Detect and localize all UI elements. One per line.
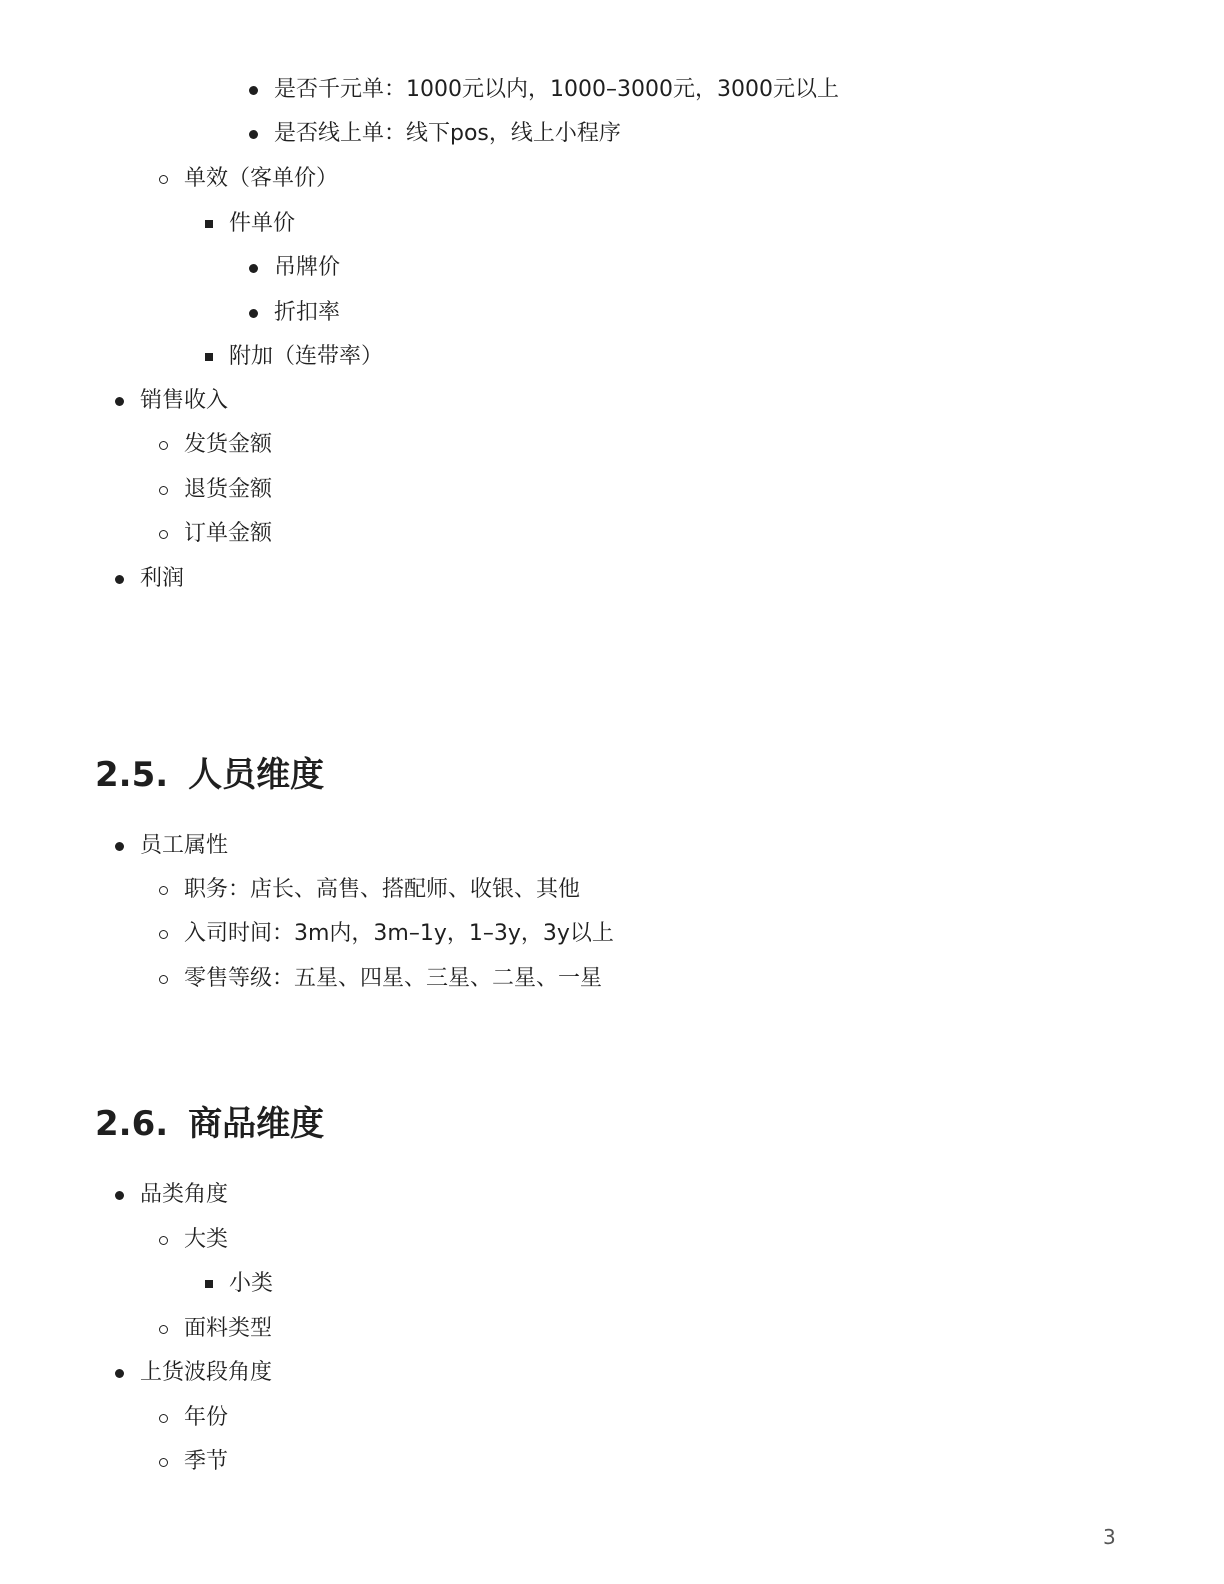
disc-bullet-icon	[115, 1191, 124, 1200]
section-title: 商品维度	[188, 1104, 325, 1144]
circle-bullet-icon	[159, 886, 168, 895]
section-title: 人员维度	[188, 755, 325, 795]
list-item-return-amount: 退货金额	[184, 477, 273, 502]
circle-bullet-icon	[159, 530, 168, 539]
disc-bullet-icon	[115, 1369, 124, 1378]
list-item-category-perspective: 品类角度	[140, 1182, 229, 1207]
list-item-online-order: 是否线上单：线下pos，线上小程序	[274, 121, 621, 146]
disc-bullet-icon	[115, 397, 124, 406]
list-item-minor-category: 小类	[229, 1271, 274, 1296]
section-number: 2.6.	[95, 1104, 169, 1144]
page-number: 3	[1103, 1525, 1116, 1549]
list-item-order-amount: 订单金额	[184, 521, 273, 546]
disc-bullet-icon	[249, 130, 258, 139]
list-item-profit: 利润	[140, 566, 185, 591]
section-number: 2.5.	[95, 755, 169, 795]
circle-bullet-icon	[159, 975, 168, 984]
list-item-attach-rate: 附加（连带率）	[229, 344, 384, 369]
list-item-thousand-order: 是否千元单：1000元以内，1000–3000元，3000元以上	[274, 77, 839, 102]
list-item-season: 季节	[184, 1449, 229, 1474]
list-item-unit-price: 件单价	[229, 211, 296, 236]
disc-bullet-icon	[115, 575, 124, 584]
disc-bullet-icon	[249, 86, 258, 95]
circle-bullet-icon	[159, 1458, 168, 1467]
list-item-year: 年份	[184, 1405, 229, 1430]
list-item-order-efficiency: 单效（客单价）	[184, 166, 339, 191]
list-item-major-category: 大类	[184, 1227, 229, 1252]
circle-bullet-icon	[159, 441, 168, 450]
list-item-sales-revenue: 销售收入	[140, 388, 229, 413]
circle-bullet-icon	[159, 486, 168, 495]
circle-bullet-icon	[159, 175, 168, 184]
list-item-tenure: 入司时间：3m内，3m–1y，1–3y，3y以上	[184, 921, 614, 946]
square-bullet-icon	[205, 353, 213, 361]
square-bullet-icon	[205, 1280, 213, 1288]
circle-bullet-icon	[159, 1236, 168, 1245]
list-item-discount-rate: 折扣率	[274, 300, 341, 325]
circle-bullet-icon	[159, 1325, 168, 1334]
list-item-shipment-amount: 发货金额	[184, 432, 273, 457]
list-item-position: 职务：店长、高售、搭配师、收银、其他	[184, 877, 581, 902]
circle-bullet-icon	[159, 1414, 168, 1423]
disc-bullet-icon	[249, 264, 258, 273]
section-heading-personnel	[95, 753, 324, 797]
disc-bullet-icon	[249, 309, 258, 318]
list-item-employee-attributes: 员工属性	[140, 833, 229, 858]
disc-bullet-icon	[115, 842, 124, 851]
square-bullet-icon	[205, 220, 213, 228]
circle-bullet-icon	[159, 930, 168, 939]
section-heading-product	[95, 1102, 324, 1146]
list-item-fabric-type: 面料类型	[184, 1316, 273, 1341]
list-item-retail-level: 零售等级：五星、四星、三星、二星、一星	[184, 966, 603, 991]
list-item-tag-price: 吊牌价	[274, 255, 341, 280]
list-item-launch-wave: 上货波段角度	[140, 1360, 273, 1385]
